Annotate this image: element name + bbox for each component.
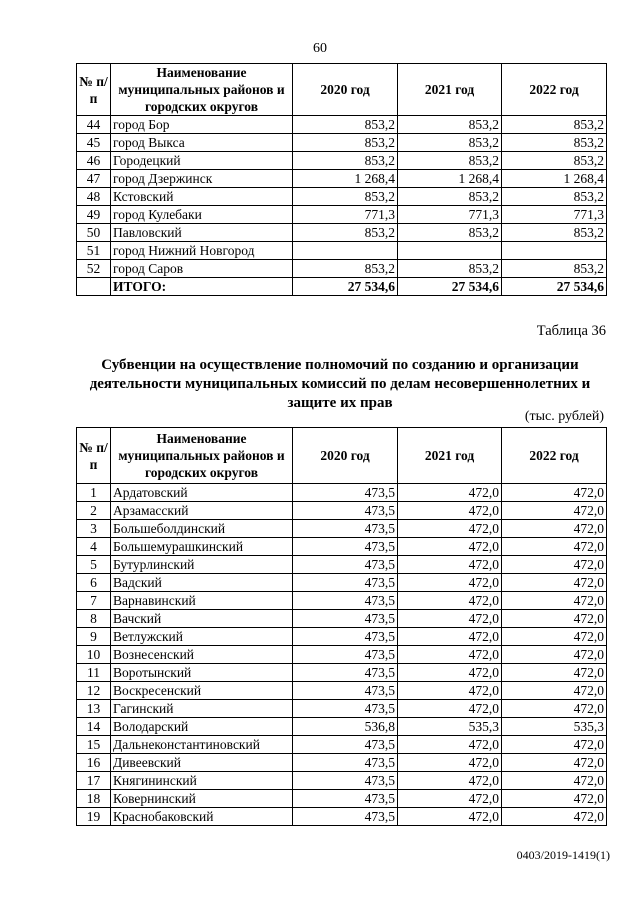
value-2022: 853,2 [502,260,607,278]
row-number: 14 [77,718,111,736]
row-number: 46 [77,152,111,170]
value-2021: 472,0 [398,646,502,664]
table-row [77,718,607,736]
municipality-name: Дальнеконстантиновский [111,736,293,754]
value-2022: 472,0 [502,754,607,772]
total-num-empty [77,278,111,296]
table-row [77,736,607,754]
table-row [77,152,607,170]
value-2020: 473,5 [293,520,398,538]
value-2020: 473,5 [293,556,398,574]
municipality-name: Павловский [111,224,293,242]
document-code: 0403/2019-1419(1) [516,848,610,862]
header-2020: 2020 год [293,64,398,116]
row-number: 7 [77,592,111,610]
row-number: 51 [77,242,111,260]
table-row [77,556,607,574]
value-2020: 473,5 [293,628,398,646]
row-number: 8 [77,610,111,628]
value-2021: 853,2 [398,260,502,278]
header-2020: 2020 год [293,428,398,484]
page-number: 60 [313,41,327,56]
value-2021: 472,0 [398,574,502,592]
value-2020: 473,5 [293,790,398,808]
row-number: 1 [77,484,111,502]
value-2021: 472,0 [398,610,502,628]
row-number: 10 [77,646,111,664]
value-2022: 853,2 [502,116,607,134]
municipality-name: Вачский [111,610,293,628]
municipality-name: Арзамасский [111,502,293,520]
table-row [77,808,607,826]
value-2020: 771,3 [293,206,398,224]
value-2020: 536,8 [293,718,398,736]
row-number: 16 [77,754,111,772]
value-2020: 853,2 [293,188,398,206]
header-name: Наименование муниципальных районов и городских округов [111,428,293,484]
value-2022: 472,0 [502,502,607,520]
table-row [77,664,607,682]
table-row [77,574,607,592]
value-2021: 853,2 [398,152,502,170]
header-num: № п/п [77,64,111,116]
table-row [77,206,607,224]
municipality-name: Краснобаковский [111,808,293,826]
value-2020: 473,5 [293,682,398,700]
value-2021: 472,0 [398,628,502,646]
value-2020: 853,2 [293,152,398,170]
table-row [77,790,607,808]
municipality-name: Вознесенский [111,646,293,664]
value-2020: 473,5 [293,664,398,682]
value-2020: 473,5 [293,538,398,556]
value-2020: 473,5 [293,484,398,502]
total-2021: 27 534,6 [398,278,502,296]
table-row [77,754,607,772]
municipality-name: город Дзержинск [111,170,293,188]
table-row [77,772,607,790]
table-row [77,484,607,502]
row-number: 6 [77,574,111,592]
value-2020: 473,5 [293,502,398,520]
value-2020: 473,5 [293,808,398,826]
row-number: 50 [77,224,111,242]
value-2022: 472,0 [502,538,607,556]
value-2021: 853,2 [398,188,502,206]
value-2020: 473,5 [293,592,398,610]
row-number: 12 [77,682,111,700]
table-row [77,646,607,664]
row-number: 2 [77,502,111,520]
municipality-name: город Бор [111,116,293,134]
table-row [77,170,607,188]
value-2020: 1 268,4 [293,170,398,188]
value-2020: 473,5 [293,610,398,628]
value-2022: 472,0 [502,682,607,700]
value-2021: 771,3 [398,206,502,224]
row-number: 4 [77,538,111,556]
municipality-name: город Выкса [111,134,293,152]
value-2021: 1 268,4 [398,170,502,188]
value-2022: 472,0 [502,736,607,754]
table-row [77,610,607,628]
municipality-name: Володарский [111,718,293,736]
row-number: 49 [77,206,111,224]
table-row [77,628,607,646]
table-row [77,520,607,538]
row-number: 52 [77,260,111,278]
header-2022: 2022 год [502,428,607,484]
row-number: 45 [77,134,111,152]
municipality-name: Кстовский [111,188,293,206]
municipality-name: Бутурлинский [111,556,293,574]
table-row [77,224,607,242]
value-2022: 1 268,4 [502,170,607,188]
row-number: 17 [77,772,111,790]
header-2021: 2021 год [398,64,502,116]
value-2020: 473,5 [293,700,398,718]
value-2021: 472,0 [398,520,502,538]
value-2022: 472,0 [502,628,607,646]
value-2022: 472,0 [502,772,607,790]
header-num: № п/п [77,428,111,484]
value-2021 [398,242,502,260]
value-2021: 472,0 [398,700,502,718]
table-row [77,538,607,556]
value-2021: 472,0 [398,538,502,556]
value-2022: 853,2 [502,224,607,242]
header-2021: 2021 год [398,428,502,484]
table-36 [76,427,607,826]
value-2020: 473,5 [293,646,398,664]
table-row [77,134,607,152]
municipality-name: Большеболдинский [111,520,293,538]
table-row [77,502,607,520]
row-number: 18 [77,790,111,808]
municipality-name: Городецкий [111,152,293,170]
municipality-name: Воскресенский [111,682,293,700]
municipality-name: Гагинский [111,700,293,718]
row-number: 15 [77,736,111,754]
header-2022: 2022 год [502,64,607,116]
value-2020: 853,2 [293,134,398,152]
value-2021: 472,0 [398,556,502,574]
value-2022: 771,3 [502,206,607,224]
value-2022: 472,0 [502,520,607,538]
municipality-name: город Саров [111,260,293,278]
value-2021: 472,0 [398,736,502,754]
table-label: Таблица 36 [536,323,606,339]
row-number: 48 [77,188,111,206]
value-2021: 472,0 [398,592,502,610]
value-2022: 472,0 [502,484,607,502]
value-2020: 473,5 [293,736,398,754]
row-number: 47 [77,170,111,188]
value-2022: 853,2 [502,188,607,206]
municipality-name: Ардатовский [111,484,293,502]
value-2022: 472,0 [502,556,607,574]
value-2021: 472,0 [398,790,502,808]
value-2020: 473,5 [293,574,398,592]
value-2022: 472,0 [502,664,607,682]
value-2022 [502,242,607,260]
municipality-name: город Кулебаки [111,206,293,224]
value-2021: 472,0 [398,664,502,682]
value-2021: 853,2 [398,224,502,242]
value-2020: 853,2 [293,116,398,134]
municipality-name: Дивеевский [111,754,293,772]
table-row [77,188,607,206]
row-number: 19 [77,808,111,826]
value-2021: 472,0 [398,502,502,520]
table-row [77,700,607,718]
value-2022: 853,2 [502,134,607,152]
value-2021: 472,0 [398,772,502,790]
table-continued [76,63,607,296]
units-label: (тыс. рублей) [524,409,604,424]
value-2022: 472,0 [502,808,607,826]
value-2022: 472,0 [502,574,607,592]
municipality-name: Вадский [111,574,293,592]
value-2021: 472,0 [398,754,502,772]
value-2021: 853,2 [398,116,502,134]
table-row [77,116,607,134]
value-2022: 472,0 [502,790,607,808]
value-2020: 473,5 [293,772,398,790]
value-2021: 472,0 [398,808,502,826]
header-name: Наименование муниципальных районов и городских округов [111,64,293,116]
row-number: 13 [77,700,111,718]
value-2022: 535,3 [502,718,607,736]
table-row [77,242,607,260]
value-2021: 535,3 [398,718,502,736]
municipality-name: Большемурашкинский [111,538,293,556]
municipality-name: город Нижний Новгород [111,242,293,260]
table-row [77,682,607,700]
total-row [77,278,607,296]
table-title: Субвенции на осуществление полномочий по созданию и организации деятельности муниципальных комиссий по делам несовершеннолетних и защите их прав [89,357,591,411]
total-2022: 27 534,6 [502,278,607,296]
value-2021: 853,2 [398,134,502,152]
municipality-name: Варнавинский [111,592,293,610]
value-2020: 853,2 [293,260,398,278]
value-2022: 853,2 [502,152,607,170]
value-2022: 472,0 [502,592,607,610]
municipality-name: Княгининский [111,772,293,790]
value-2022: 472,0 [502,646,607,664]
table-row [77,592,607,610]
row-number: 3 [77,520,111,538]
row-number: 44 [77,116,111,134]
row-number: 11 [77,664,111,682]
value-2021: 472,0 [398,484,502,502]
value-2020 [293,242,398,260]
value-2021: 472,0 [398,682,502,700]
value-2022: 472,0 [502,700,607,718]
municipality-name: Ковернинский [111,790,293,808]
municipality-name: Ветлужский [111,628,293,646]
value-2020: 853,2 [293,224,398,242]
total-2020: 27 534,6 [293,278,398,296]
value-2020: 473,5 [293,754,398,772]
total-label: ИТОГО: [111,278,293,296]
table-row [77,260,607,278]
row-number: 5 [77,556,111,574]
value-2022: 472,0 [502,610,607,628]
municipality-name: Воротынский [111,664,293,682]
row-number: 9 [77,628,111,646]
